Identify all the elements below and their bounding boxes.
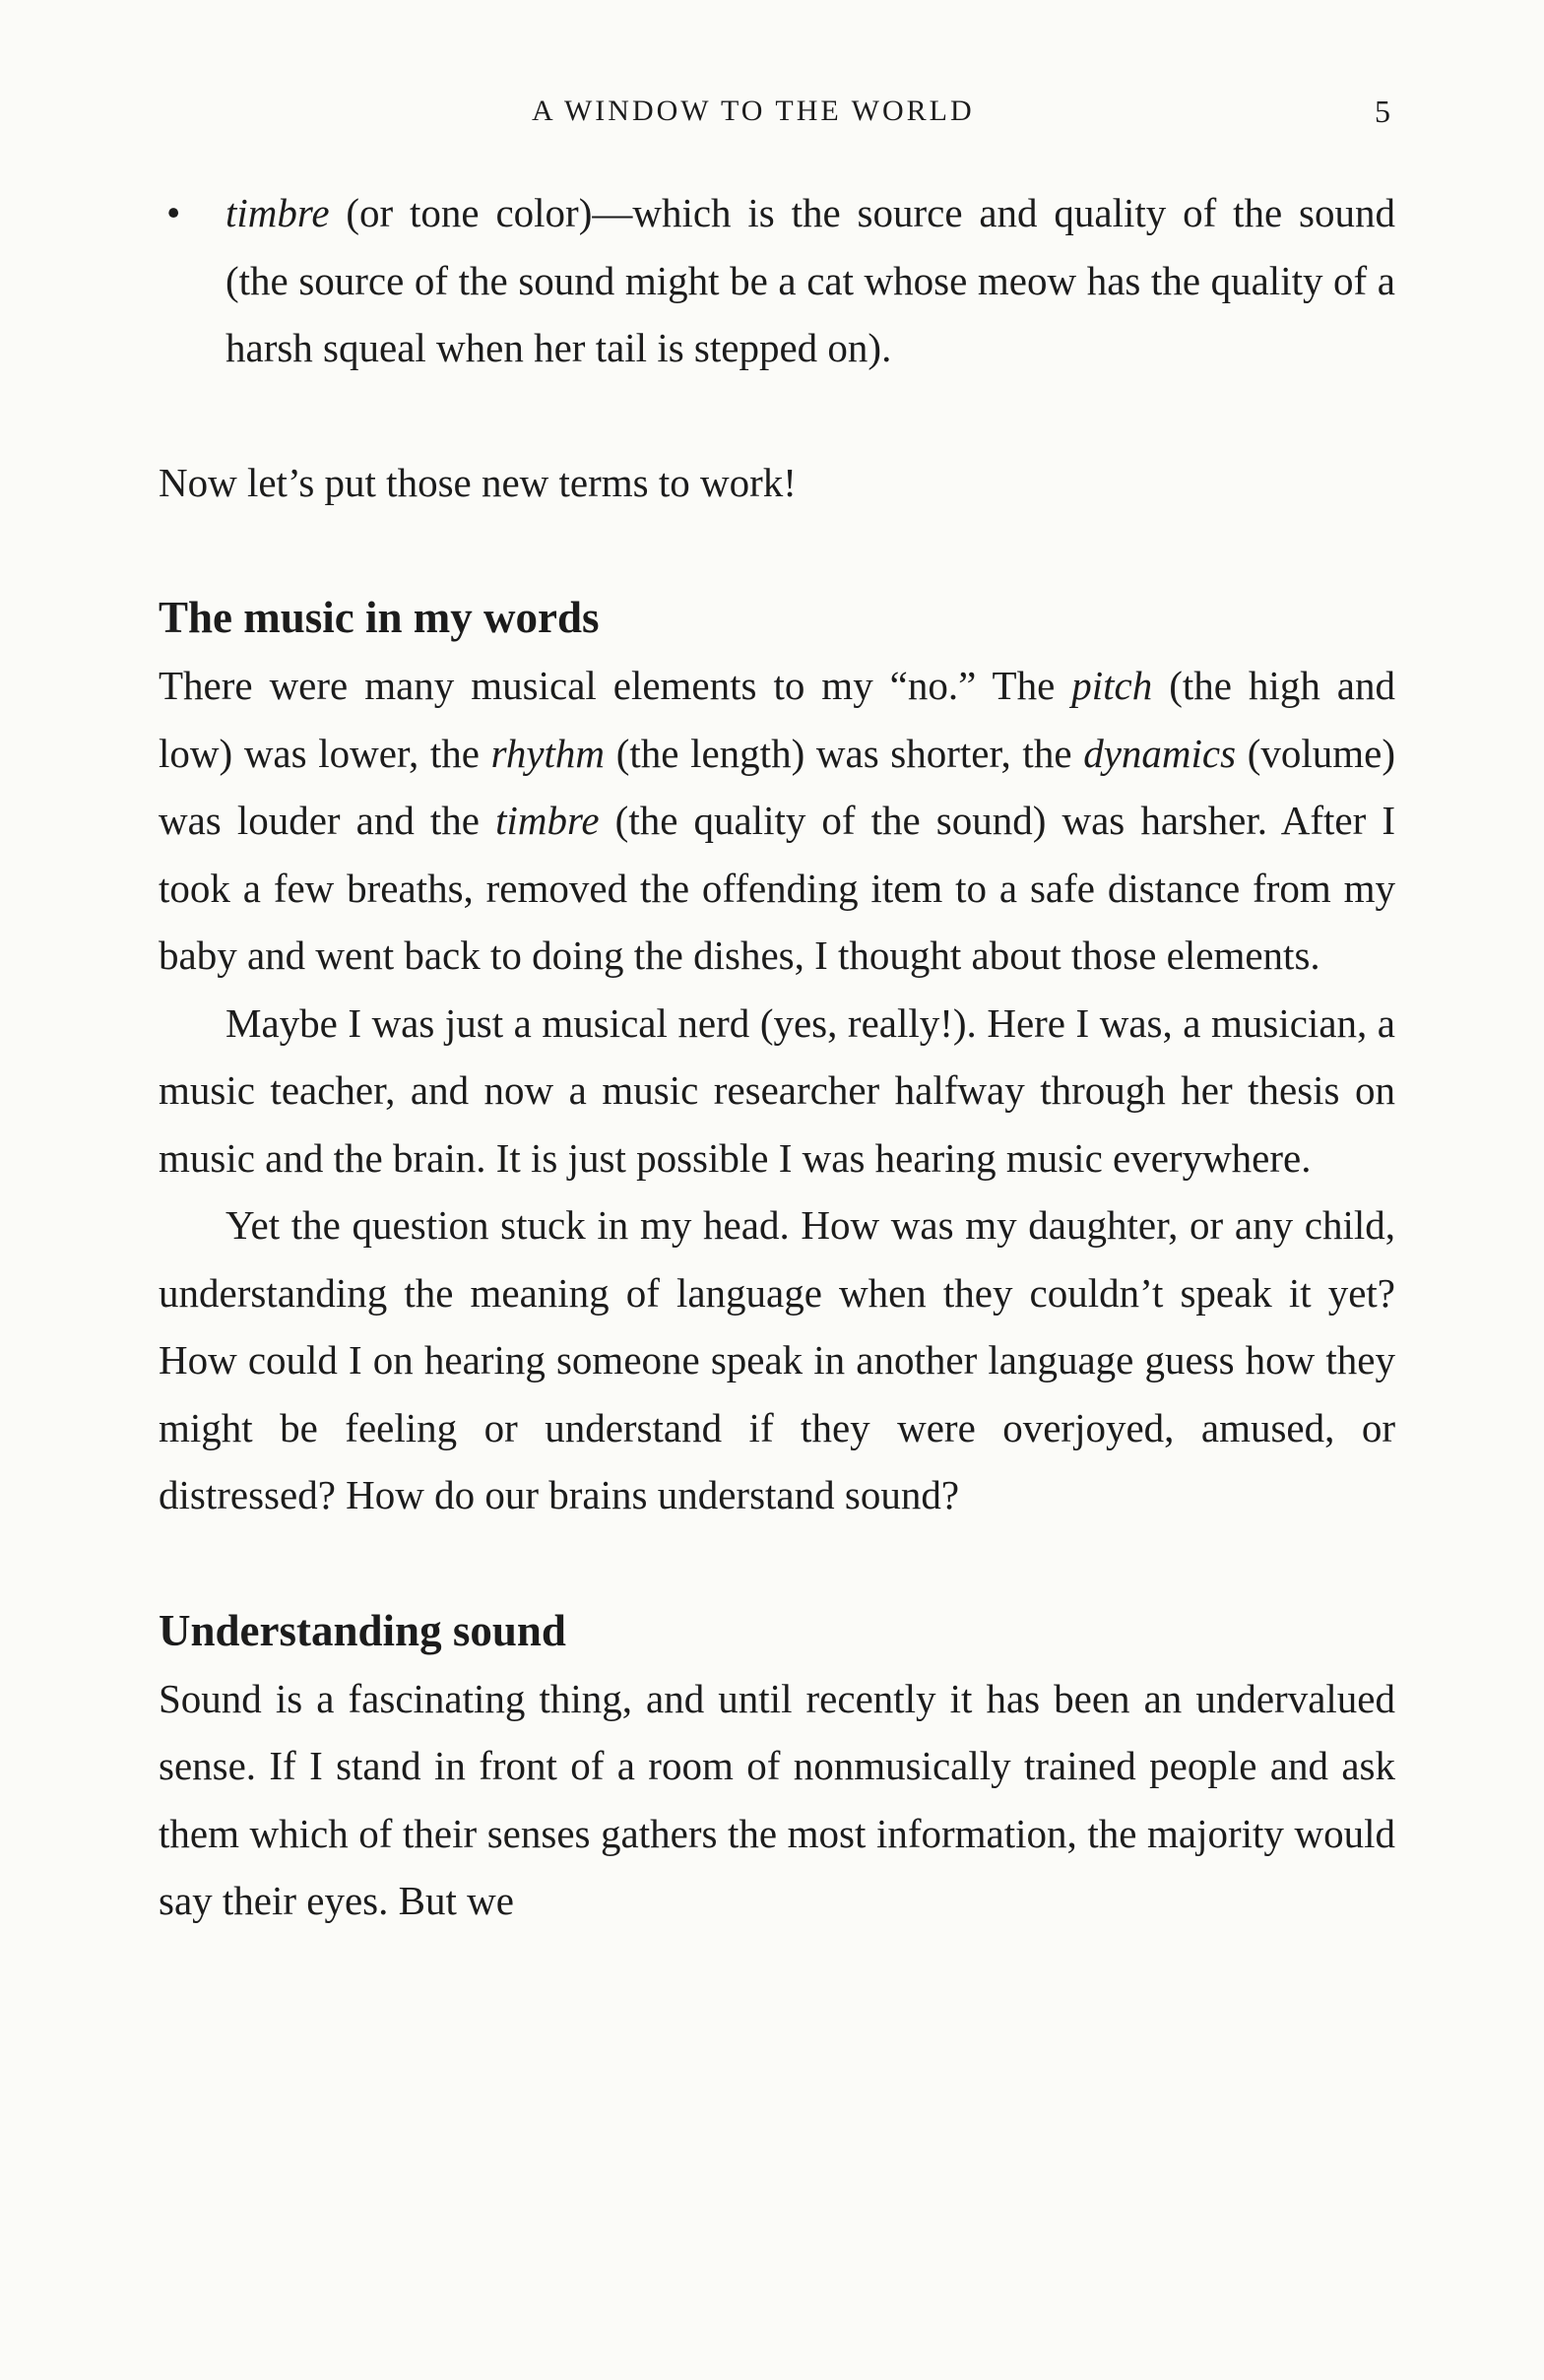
section-heading-music-in-my-words: The music in my words xyxy=(159,593,600,642)
intro-line: Now let’s put those new terms to work! xyxy=(159,459,797,505)
bullet-item-timbre xyxy=(159,179,1395,382)
paragraph-musical-elements xyxy=(159,652,1395,990)
term-dynamics: dynamics xyxy=(1083,730,1237,776)
bullet-dot-icon: • xyxy=(166,190,181,235)
paragraph-sound-fascinating: Sound is a fascinating thing, and until recently it has been an undervalued sense. If I stand in front of a room of nonmusically trained people and ask them which of their senses gathers the most information, the majority would say their eyes. But we xyxy=(159,1675,1395,1923)
text-run: (the length) was shorter, the xyxy=(605,730,1084,776)
text-run: (the quality of the sound) was harsher. After I took a few breaths, removed the offending item to a safe distance from my baby and went back to doing the dishes, I thought about those elements. xyxy=(159,798,1395,978)
bullet-text: (or tone color)—which is the source and quality of the sound (the source of the sound might be a cat whose meow has the quality of a harsh squeal when her tail is stepped on). xyxy=(225,190,1395,370)
term-rhythm: rhythm xyxy=(490,730,606,776)
bullet-term: timbre xyxy=(225,190,330,235)
term-timbre: timbre xyxy=(495,798,600,843)
text-run: There were many musical elements to my “no.” The xyxy=(159,663,1072,708)
paragraph-musical-nerd: Maybe I was just a musical nerd (yes, really!). Here I was, a musician, a music teacher, and now a music researcher halfway through her thesis on music and the brain. It is just possible I was hearing music everywhere. xyxy=(159,999,1395,1181)
body-text xyxy=(159,179,1395,1935)
text-run: (the high and low) was lower, the xyxy=(159,663,1395,776)
paragraph-question: Yet the question stuck in my head. How was my daughter, or any child, understanding the meaning of language when they couldn’t speak it yet? How could I on hearing someone speak in another language guess how they might be feeling or understand if they were overjoyed, amused, or distressed? How do our brains understand sound? xyxy=(159,1202,1395,1517)
section-heading-understanding-sound: Understanding sound xyxy=(159,1605,566,1655)
running-title: A WINDOW TO THE WORLD xyxy=(532,95,975,127)
term-pitch: pitch xyxy=(1071,663,1153,708)
text-run: (volume) was louder and the xyxy=(159,730,1395,843)
running-header xyxy=(0,87,1544,136)
page-number: 5 xyxy=(1375,94,1390,129)
